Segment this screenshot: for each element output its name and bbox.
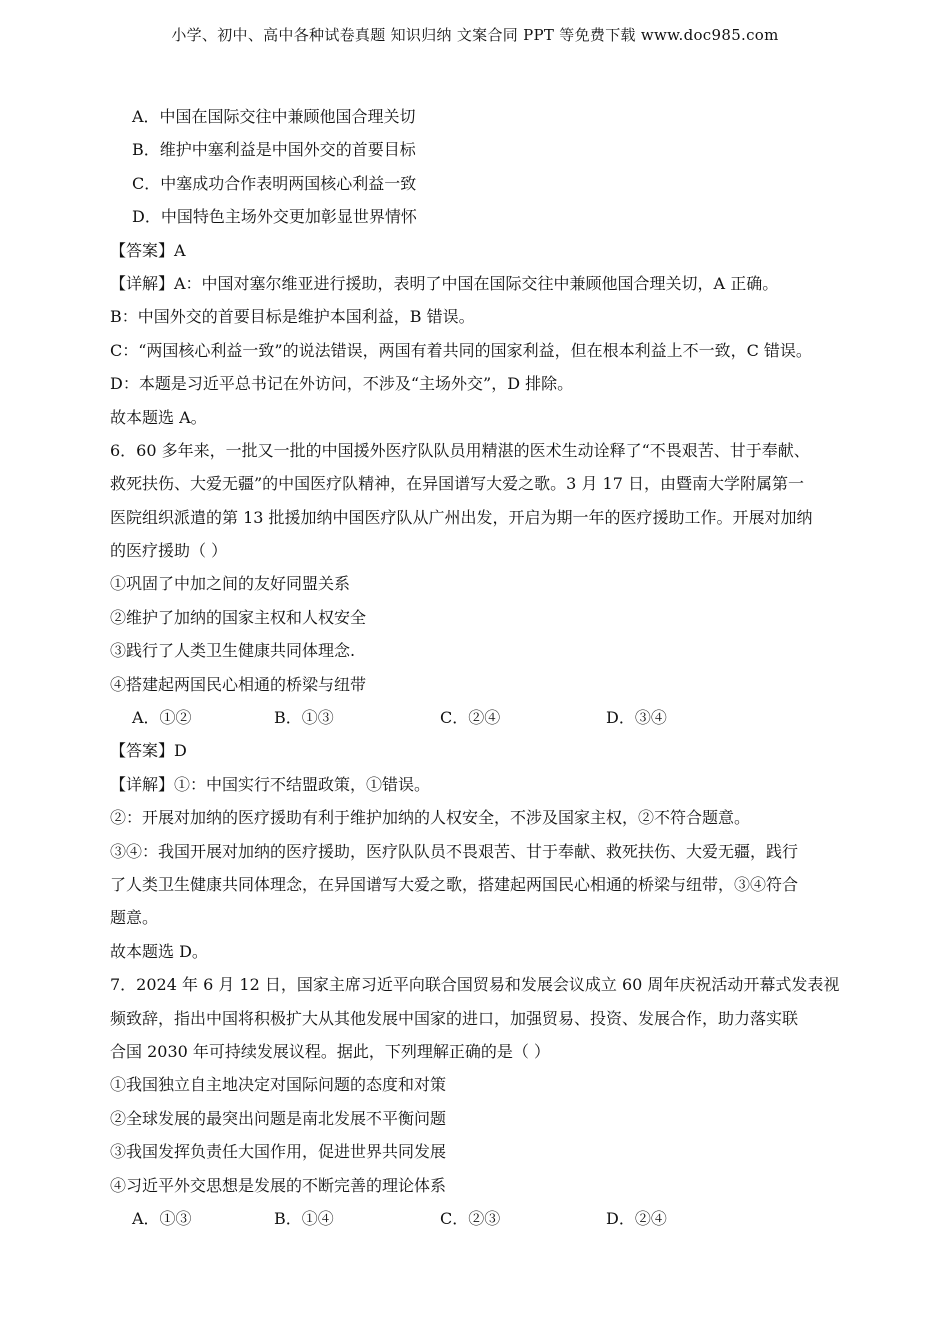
q6-choice-d: D．③④: [606, 708, 667, 728]
q7-choice-a: A．①③: [132, 1208, 192, 1228]
q6-explanation-line: ③④：我国开展对加纳的医疗援助，医疗队队员不畏艰苦、甘于奉献、救死扶伤、大爱无疆，践行: [110, 841, 799, 861]
q6-explanation-line: 了人类卫生健康共同体理念，在异国谱写大爱之歌，搭建起两国民心相通的桥梁与纽带，③④符合: [110, 874, 799, 894]
q7-stem-line: 7．2024 年 6 月 12 日，国家主席习近平向联合国贸易和发展会议成立 60 周年庆祝活动开幕式发表视: [110, 975, 840, 995]
q7-choices: [110, 1202, 850, 1235]
q5-option-d: D．中国特色主场外交更加彰显世界情怀: [132, 207, 417, 227]
q5-explanation-line: 【详解】A：中国对塞尔维亚进行援助，表明了中国在国际交往中兼顾他国合理关切，A 正确。: [110, 273, 779, 293]
q7-statement-2: ②全球发展的最突出问题是南北发展不平衡问题: [110, 1108, 447, 1128]
q6-choice-a: A．①②: [132, 708, 192, 728]
q6-explanation-line: 【详解】①：中国实行不结盟政策，①错误。: [110, 774, 431, 794]
q6-stem-line: 的医疗援助（ ）: [110, 541, 228, 561]
q5-explanation-line: B：中国外交的首要目标是维护本国利益，B 错误。: [110, 307, 475, 327]
q6-statement-3: ③践行了人类卫生健康共同体理念.: [110, 641, 356, 661]
q6-conclusion: 故本题选 D。: [110, 941, 208, 961]
q6-stem-line: 医院组织派遣的第 13 批援加纳中国医疗队从广州出发，开启为期一年的医疗援助工作。开展对加纳: [110, 507, 813, 527]
q5-option-a: A．中国在国际交往中兼顾他国合理关切: [132, 107, 416, 126]
q7-stem-line: 频致辞，指出中国将积极扩大从其他发展中国家的进口，加强贸易、投资、发展合作，助力落实联: [110, 1008, 799, 1028]
q7-choice-b: B．①④: [274, 1208, 334, 1228]
page-header: 小学、初中、高中各种试卷真题 知识归纳 文案合同 PPT 等免费下载 www.doc985.com: [171, 26, 779, 44]
q6-answer: 【答案】D: [110, 741, 187, 761]
q5-explanation-line: D：本题是习近平总书记在外访问，不涉及“主场外交”，D 排除。: [110, 374, 574, 394]
q7-choice-c: C．②③: [440, 1208, 501, 1228]
q6-explanation-line: ②：开展对加纳的医疗援助有利于维护加纳的人权安全，不涉及国家主权，②不符合题意。: [110, 808, 751, 828]
q6-statement-2: ②维护了加纳的国家主权和人权安全: [110, 607, 367, 627]
q5-option-c: C．中塞成功合作表明两国核心利益一致: [132, 173, 417, 193]
q6-explanation-line: 题意。: [110, 908, 159, 928]
q5-conclusion: 故本题选 A。: [110, 407, 207, 427]
q7-statement-3: ③我国发挥负责任大国作用，促进世界共同发展: [110, 1142, 447, 1162]
q6-stem-line: 救死扶伤、大爱无疆”的中国医疗队精神，在异国谱写大爱之歌。3 月 17 日，由暨南大学附属第一: [110, 474, 804, 494]
q6-choice-b: B．①③: [274, 708, 334, 728]
q5-answer: 【答案】A: [110, 240, 186, 260]
q6-choices: [110, 701, 850, 734]
q7-stem-line: 合国 2030 年可持续发展议程。据此，下列理解正确的是（ ）: [110, 1041, 550, 1061]
q6-choice-c: C．②④: [440, 708, 501, 728]
q6-statement-1: ①巩固了中加之间的友好同盟关系: [110, 574, 351, 594]
document-body: [110, 100, 850, 1235]
q7-statement-4: ④习近平外交思想是发展的不断完善的理论体系: [110, 1175, 447, 1195]
q5-explanation-line: C：“两国核心利益一致”的说法错误，两国有着共同的国家利益，但在根本利益上不一致，C 错误。: [110, 340, 812, 360]
q6-statement-4: ④搭建起两国民心相通的桥梁与纽带: [110, 674, 367, 694]
q7-statement-1: ①我国独立自主地决定对国际问题的态度和对策: [110, 1075, 447, 1095]
q6-stem-line: 6．60 多年来，一批又一批的中国援外医疗队队员用精湛的医术生动诠释了“不畏艰苦、甘于奉献、: [110, 440, 810, 460]
q5-option-b: B．维护中塞利益是中国外交的首要目标: [132, 140, 416, 160]
q7-choice-d: D．②④: [606, 1208, 667, 1228]
